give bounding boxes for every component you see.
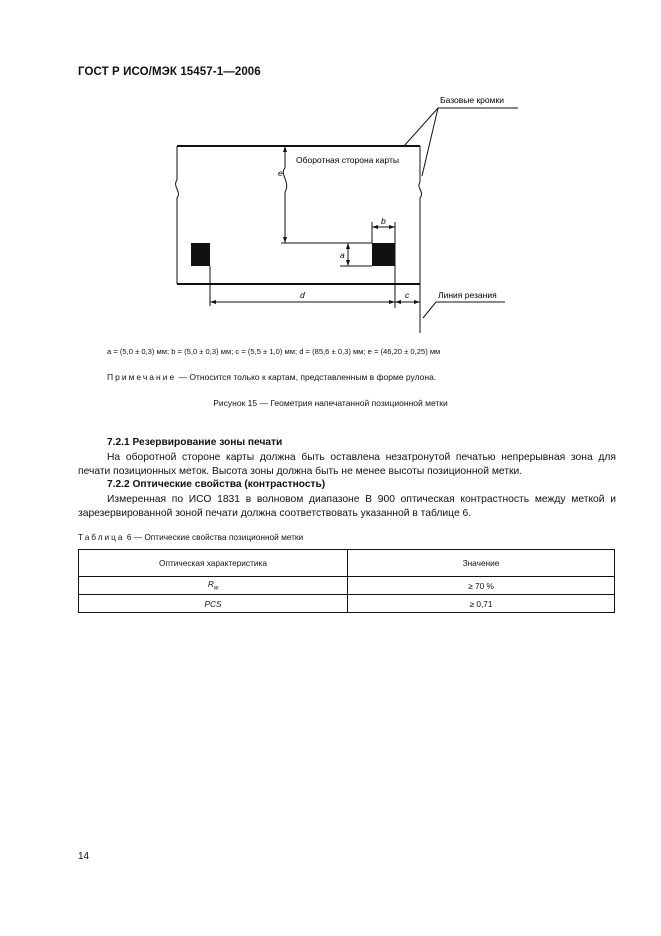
table-title [78,532,303,542]
section-heading-7-2-1: 7.2.1 Резервирование зоны печати [107,437,283,448]
dim-b-label: b [381,216,386,226]
table-row [79,595,615,613]
section-heading-7-2-2: 7.2.2 Оптические свойства (контрастность) [107,479,326,490]
table-header-characteristic: Оптическая характеристика [79,550,348,577]
dim-d-label: d [300,290,305,300]
subscript: w [213,585,219,592]
table-cell-value: ≥ 0,71 [348,595,615,613]
card-right-edge [419,146,422,333]
table-cell-name: $R_w$ [79,577,348,595]
dim-c-label: c [405,290,410,300]
table-header-value: Значение [348,550,615,577]
figure-caption: Рисунок 15 — Геометрия напечатанной позиционной метки [213,398,448,408]
note-label: Примечание [107,372,177,382]
mark-geometry-figure [0,0,661,340]
printed-mark-right [372,243,395,266]
table-title-label: Таблица [78,532,125,542]
section-text-7-2-1: На оборотной стороне карты должна быть оставлена незатронутой печатью непрерывная зона для печати позиционных меток. Высота зоны должна быть не менее высоты позиционной метки. [78,452,616,477]
printed-mark-left [191,243,210,266]
cut-line-label: Линия резания [438,290,497,300]
figure-note [107,372,436,382]
card-left-break [176,146,179,284]
base-edges-label: Базовые кромки [440,95,504,105]
table-cell-value: ≥ 70 % [348,577,615,595]
back-side-label: Оборотная сторона карты [296,155,399,165]
table-header-row [79,550,615,577]
table-cell-name: PCS [79,595,348,613]
dim-e-label: e [278,168,283,178]
table-row [79,577,615,595]
note-text: — Относится только к картам, представленным в форме рулона. [176,372,437,382]
figure-dimensions: a = (5,0 ± 0,3) мм; b = (5,0 ± 0,3) мм; c = (5,5 ± 1,0) мм; d = (85,6 ± 0,3) мм; e = (46,20 ± 0,25) мм [107,347,441,356]
table-title-text: 6 — Оптические свойства позиционной метки [124,532,304,542]
page-number: 14 [78,851,90,862]
document-header: ГОСТ Р ИСО/МЭК 15457-1—2006 [78,66,261,78]
dim-a-label: a [340,250,345,260]
optical-properties-table [78,549,615,613]
section-text-7-2-2: Измеренная по ИСО 1831 в волновом диапазоне В 900 оптическая контрастность между меткой и зарезервированной зоной печати должна соответствовать указанной в таблице 6. [78,494,616,519]
